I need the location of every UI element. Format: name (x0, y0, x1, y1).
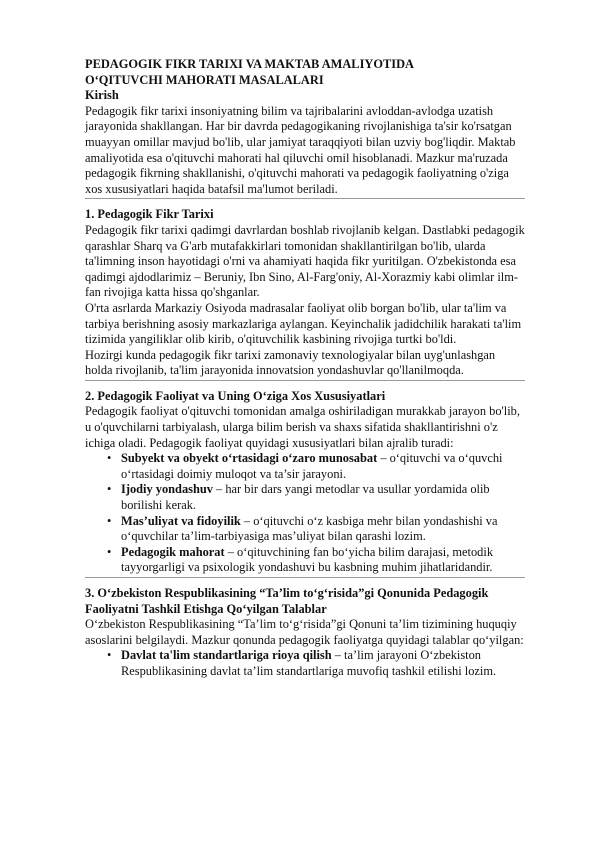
list-item-desc: – o‘qituvchi o‘z kasbiga mehr bilan yondashishi va o‘quvchilar ta’lim-tarbiyasiga mas’uliyat bilan qarashi lozim. (121, 513, 498, 544)
list-item-term: Mas’uliyat va fidoyilik (121, 513, 241, 528)
intro-paragraph: Pedagogik fikr tarixi insoniyatning bilim va tajribalarini avloddan-avlodga uzatish jarayonida shakllangan. Har bir davrda pedagogikaning rivojlanishiga ta'sir ko'rsatgan muayyan omillar mavjud bo'lib, ular jamiyat taraqqiyoti bilan uzviy bog'liqdir. Maktab amaliyotida esa o'qituvchi mahorati hal qiluvchi omil hisoblanadi. Mazkur ma'ruzada pedagogik fikrning shakllanishi, o'qituvchi mahorati va pedagogik faoliyatning o'ziga xos xususiyatlari haqida batafsil ma'lumot beriladi. (85, 103, 516, 196)
list-item (121, 514, 525, 545)
section-1-paragraph-2: O'rta asrlarda Markaziy Osiyoda madrasalar faoliyat olib borgan bo'lib, ular ta'lim va tarbiya berishning asosiy markazlariga aylangan. Keyinchalik jadidchilik harakati ta'lim tizimida yangiliklar olib kirib, o'qituvchilik kasbining rivojiga turtki bo'ldi. (85, 300, 522, 347)
list-item (121, 648, 525, 679)
section-2-paragraph: Pedagogik faoliyat o'qituvchi tomonidan amalga oshiriladigan murakkab jarayon bo'lib, u o'quvchilarni tarbiyalash, ularga bilim berish va shaxs sifatida shakllantirishni o'z ichiga oladi. Pedagogik faoliyat quyidagi xususiyatlari bilan ajralib turadi: (85, 404, 520, 450)
section-3-paragraph: O‘zbekiston Respublikasining “Ta’lim to‘g‘risida”gi Qonuni ta’lim tizimining huquqiy asoslarini belgilaydi. Mazkur qonunda pedagogik faoliyatga quyidagi talablar qo‘yilgan: (85, 617, 524, 647)
list-item-term: Davlat ta'lim standartlariga rioya qilish (121, 648, 332, 663)
section-3-list (85, 648, 525, 679)
document-body (85, 57, 525, 680)
title-line-1: PEDAGOGIK FIKR TARIXI VA MAKTAB AMALIYOTIDA (85, 57, 414, 71)
section-1-paragraph-3: Hozirgi kunda pedagogik fikr tarixi zamonaviy texnologiyalar bilan uyg'unlashgan holda rivojlanib, ta'lim jarayonida innovatsion yondashuvlar qo'llanilmoqda. (85, 347, 496, 378)
section-1-paragraph-1: Pedagogik fikr tarixi qadimgi davrlardan boshlab rivojlanib kelgan. Dastlabki pedagogik qarashlar Sharq va G'arb mutafakkirlari tomonidan shakllantirilgan bo'lib, ularda ta'limning inson hayotidagi o'rni va ahamiyati haqida fikr yuritilgan. O'zbekistonda esa qadimgi ajdodlarimiz – Beruniy, Ibn Sino, Al-Farg'oniy, Al-Xorazmiy kabi olimlar ilm-fan rivojiga katta hissa qo'shganlar. (85, 222, 525, 300)
list-item-term: Subyekt va obyekt o‘rtasidagi o‘zaro munosabat (121, 451, 378, 466)
section-1-heading: 1. Pedagogik Fikr Tarixi (85, 207, 214, 222)
section-divider (85, 380, 525, 381)
list-item-desc: – har bir dars yangi metodlar va usullar yordamida olib borilishi kerak. (121, 482, 490, 513)
section-3-heading: 3. O‘zbekiston Respublikasining “Ta’lim to‘g‘risida”gi Qonunida Pedagogik Faoliyatni Tashkil Etishga Qo‘yilgan Talablar (85, 586, 489, 616)
list-item-desc: – o‘qituvchi va o‘quvchi o‘rtasidagi doimiy muloqot va ta’sir jarayoni. (121, 451, 503, 481)
list-item (121, 482, 525, 513)
document-title (85, 57, 525, 88)
intro-heading: Kirish (85, 88, 119, 103)
section-2-list (85, 451, 525, 576)
list-item-desc: – ta’lim jarayoni O‘zbekiston Respublikasining davlat ta’lim standartlariga muvofiq tashkil etilishi lozim. (121, 648, 497, 678)
section-2-heading: 2. Pedagogik Faoliyat va Uning O‘ziga Xos Xususiyatlari (85, 388, 386, 403)
title-line-2: O‘QITUVCHI MAHORATI MASALALARI (85, 72, 324, 87)
list-item-desc: – o‘qituvchining fan bo‘yicha bilim darajasi, metodik tayyorgarligi va psixologik yondashuvi bu kasbning muhim jihatlaridandir. (121, 544, 494, 575)
list-item (121, 451, 525, 482)
list-item-term: Pedagogik mahorat (121, 544, 225, 559)
list-item-term: Ijodiy yondashuv (121, 482, 213, 497)
list-item (121, 545, 525, 576)
section-divider (85, 198, 525, 199)
section-divider (85, 577, 525, 578)
